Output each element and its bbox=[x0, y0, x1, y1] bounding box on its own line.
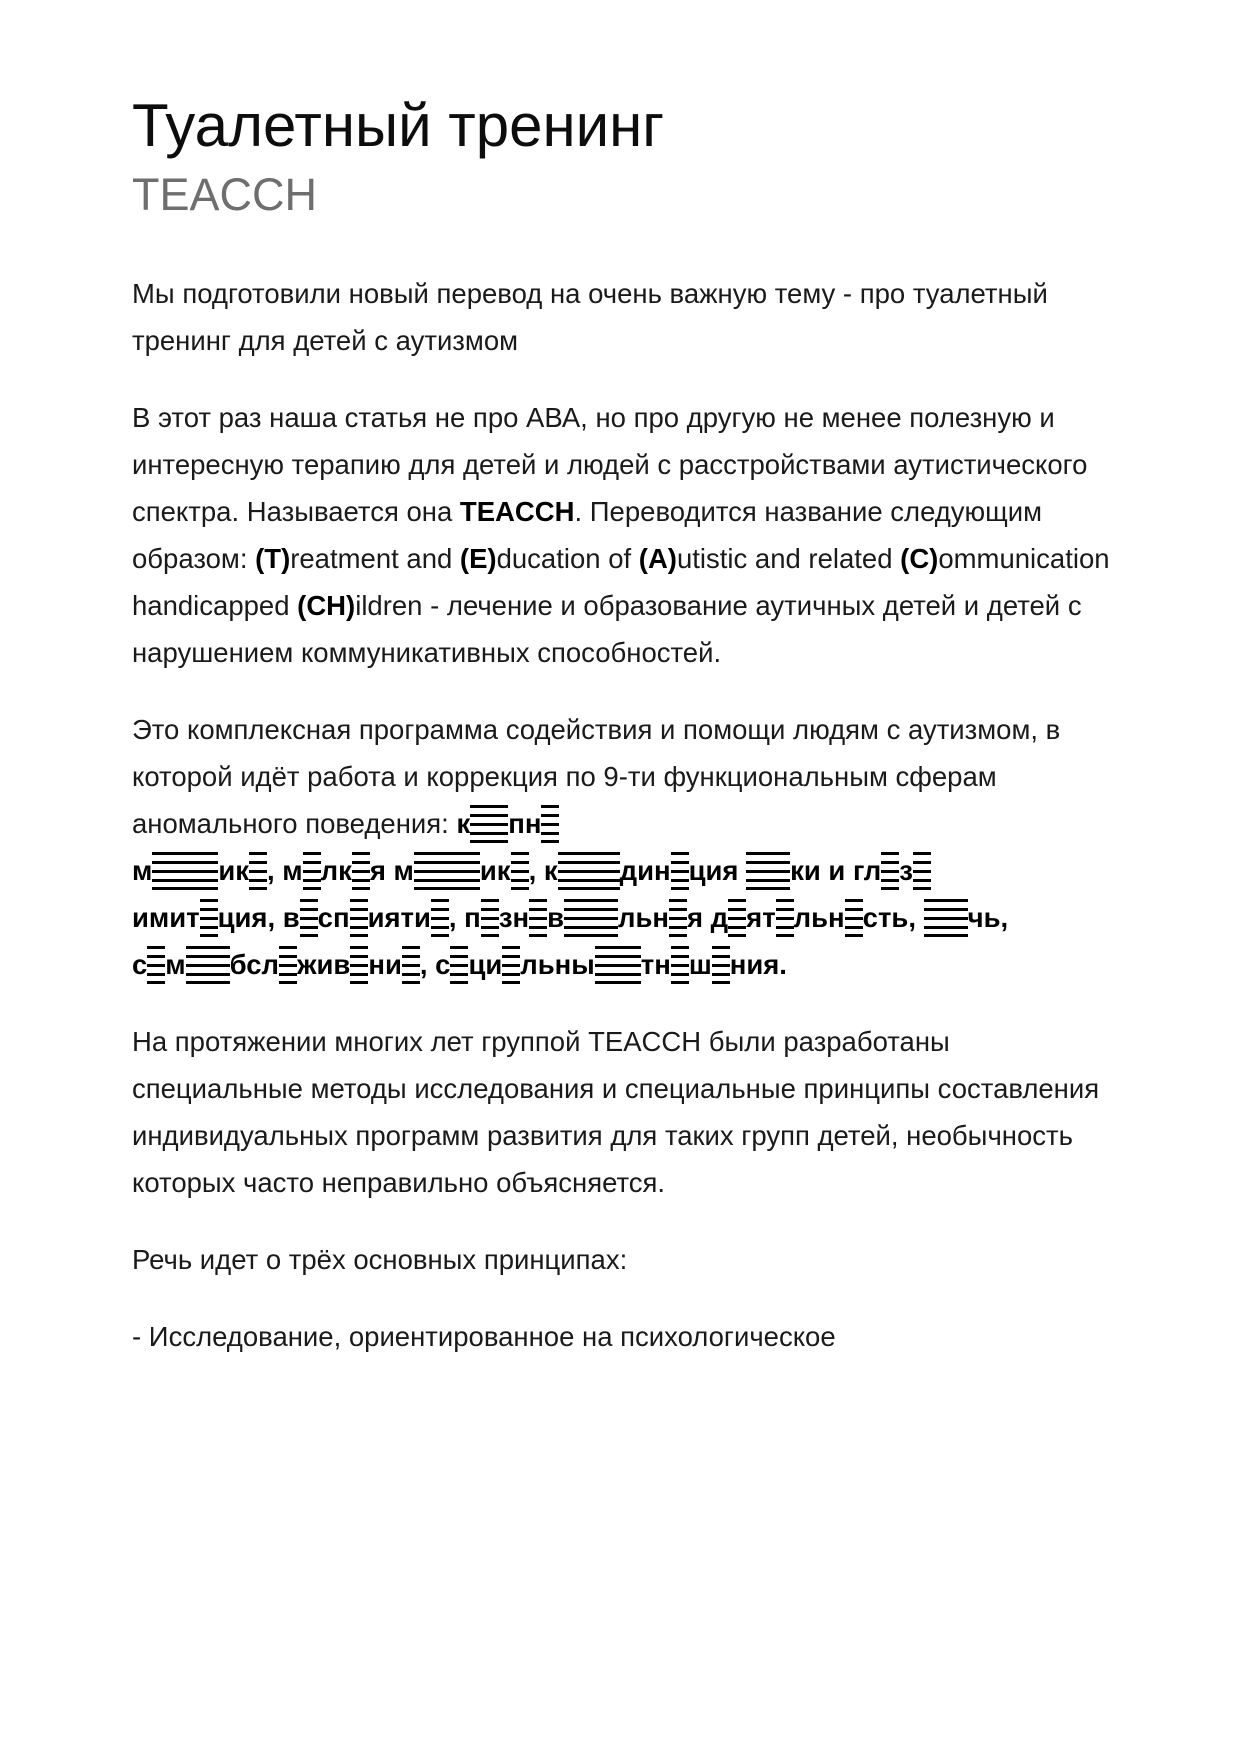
functional-areas-paragraph bbox=[132, 706, 1112, 988]
glitch-block bbox=[541, 803, 559, 843]
principle-item-1: - Исследование, ориентированное на психологическое bbox=[132, 1321, 836, 1352]
acronym-ch: (CH) bbox=[297, 590, 356, 621]
teacch-bold: TEACCH bbox=[459, 496, 575, 527]
glitched-line-2: м ик , м лк я м ик , к дин ция ки и гл з bbox=[132, 847, 1112, 894]
glitched-line-4: с м бсл жив ни , с ци льны тн ш ния. bbox=[132, 941, 1112, 988]
acronym-e: (E) bbox=[459, 543, 497, 574]
document-title: Туалетный тренинг bbox=[132, 92, 665, 159]
glitched-line-1: к пн bbox=[456, 808, 559, 839]
text: . Переводится название следующим образом: bbox=[132, 496, 1043, 574]
acronym-t: (T) bbox=[255, 543, 291, 574]
acronym-c: (C) bbox=[900, 543, 939, 574]
text: ommunication handicapped bbox=[132, 543, 1110, 621]
methods-paragraph: На протяжении многих лет группой TEACCH были разработаны специальные методы исследования и специальные принципы составления индивидуальных программ развития для таких групп детей, необычность которых часто неправильно объясняется. bbox=[132, 1026, 1100, 1198]
glitched-line-3: имит ция, в сп ияти , п зн в льн я д ят льн сть, чь, bbox=[132, 894, 1112, 941]
teacch-definition-paragraph bbox=[132, 394, 1112, 676]
text: ildren - лечение и образование аутичных детей и детей с нарушением коммуникативных способностей. bbox=[132, 590, 1082, 668]
text: reatment and bbox=[290, 543, 460, 574]
document-page bbox=[132, 88, 1112, 1360]
acronym-a: (A) bbox=[638, 543, 677, 574]
text: В этот раз наша статья не про АВА, но про другую не менее полезную и интересную терапию для детей и людей с расстройствами аутистического спектра. Называется она bbox=[132, 402, 1088, 527]
glitch-block bbox=[470, 803, 508, 843]
principles-intro: Речь идет о трёх основных принципах: bbox=[132, 1244, 628, 1275]
text: utistic and related bbox=[676, 543, 901, 574]
text: Это комплексная программа содействия и помощи людям с аутизмом, в которой идёт работа и коррекция по 9-ти функциональным сферам аномального поведения: bbox=[132, 714, 1061, 839]
text: ducation of bbox=[496, 543, 639, 574]
document-subtitle: TEACCH bbox=[132, 169, 318, 220]
intro-paragraph: Мы подготовили новый перевод на очень важную тему - про туалетный тренинг для детей с аутизмом bbox=[132, 278, 1048, 356]
